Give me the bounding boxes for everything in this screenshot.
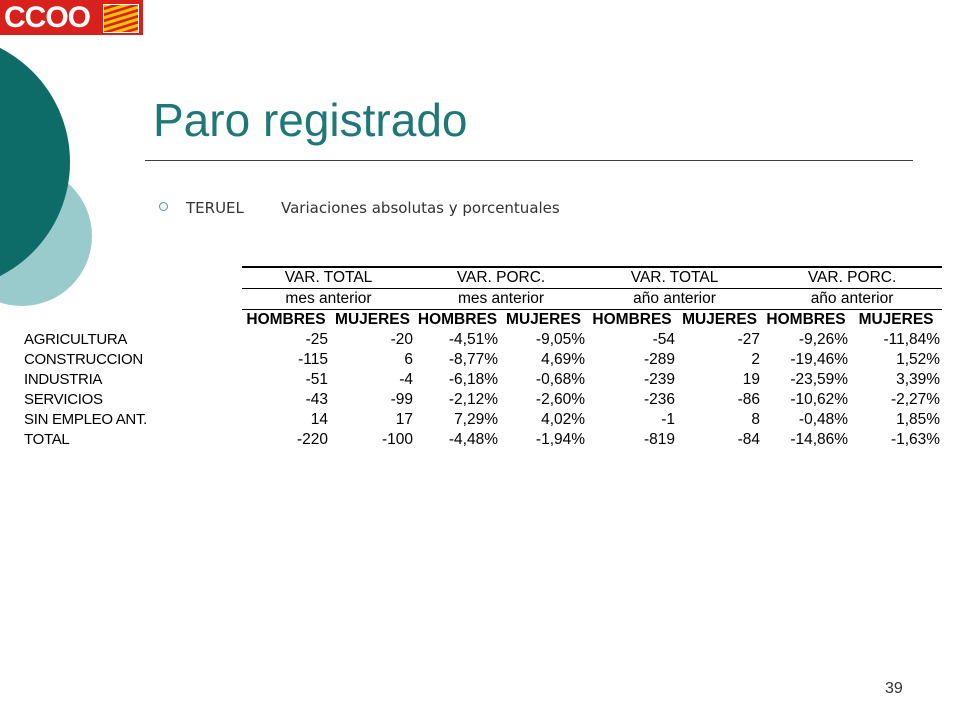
- table-body: [22, 330, 942, 450]
- table-cell: 14: [310, 411, 328, 428]
- period-header: año anterior: [587, 289, 762, 310]
- period-header: mes anterior: [242, 289, 415, 310]
- table-cell: -1,63%: [890, 431, 941, 448]
- empty-header-cell: [22, 310, 242, 331]
- title-divider: [145, 160, 913, 161]
- table-cell: -0,48%: [798, 411, 849, 428]
- bullet-item: [159, 199, 560, 217]
- table-cell: -6,18%: [448, 371, 499, 388]
- column-header-row: [22, 310, 942, 331]
- table-cell: 4,02%: [541, 411, 586, 428]
- table-cell: 1,85%: [896, 411, 941, 428]
- empty-header-cell: [22, 289, 242, 310]
- table-cell: -9,05%: [535, 331, 586, 348]
- table-cell: -100: [381, 431, 414, 448]
- table-cell: -9,26%: [798, 331, 849, 348]
- row-label: AGRICULTURA: [24, 331, 128, 348]
- ccoo-logo: [0, 0, 143, 35]
- aragon-flag-icon: [103, 4, 139, 33]
- table-cell: 3,39%: [896, 371, 941, 388]
- table-cell: -239: [644, 371, 676, 388]
- table-row: [22, 330, 942, 350]
- table-cell: 1,52%: [896, 351, 941, 368]
- row-label: SIN EMPLEO ANT.: [24, 411, 148, 428]
- bullet-circle-icon: [159, 202, 168, 211]
- table-cell: -19,46%: [790, 351, 849, 368]
- page-number: 39: [885, 680, 903, 697]
- column-header: MUJERES: [330, 310, 415, 331]
- table-cell: -43: [305, 391, 328, 408]
- table-cell: -115: [298, 351, 328, 368]
- table-cell: -25: [305, 331, 328, 348]
- table-cell: -84: [737, 431, 761, 448]
- table-cell: -2,12%: [448, 391, 499, 408]
- group-header: VAR. PORC.: [415, 267, 587, 289]
- period-header: año anterior: [762, 289, 942, 310]
- table-cell: -4: [399, 371, 414, 388]
- table-cell: -4,51%: [448, 331, 499, 348]
- table-cell: -11,84%: [883, 331, 941, 348]
- row-label: SERVICIOS: [24, 391, 103, 408]
- table-cell: 19: [742, 371, 761, 388]
- table-row: [22, 350, 942, 370]
- table-cell: 6: [404, 351, 414, 368]
- table-cell: -10,62%: [790, 391, 849, 408]
- table-cell: -819: [644, 431, 676, 448]
- group-header: VAR. TOTAL: [242, 267, 415, 289]
- table-row: [22, 410, 942, 430]
- period-header: mes anterior: [415, 289, 587, 310]
- table-cell: -1: [661, 411, 676, 428]
- empty-header-cell: [22, 267, 242, 289]
- region-label: TERUEL: [186, 199, 244, 217]
- column-header: HOMBRES: [587, 310, 677, 331]
- logo-text: CCOO: [4, 1, 90, 34]
- column-header: HOMBRES: [415, 310, 500, 331]
- table-cell: -2,27%: [890, 391, 941, 408]
- table-cell: -1,94%: [535, 431, 586, 448]
- column-header: MUJERES: [850, 310, 942, 331]
- column-header: MUJERES: [500, 310, 587, 331]
- bullet-text: Variaciones absolutas y porcentuales: [281, 199, 560, 217]
- table-cell: 17: [395, 411, 414, 428]
- table-cell: -20: [390, 331, 414, 348]
- table-cell: -99: [390, 391, 414, 408]
- table-cell: 2: [751, 351, 761, 368]
- table-row: [22, 430, 942, 450]
- column-header: HOMBRES: [242, 310, 330, 331]
- table-row: [22, 390, 942, 410]
- table-cell: 7,29%: [454, 411, 499, 428]
- table-cell: -4,48%: [448, 431, 499, 448]
- table-cell: 4,69%: [541, 351, 586, 368]
- row-label: INDUSTRIA: [24, 371, 103, 388]
- table-cell: -86: [737, 391, 761, 408]
- row-label: TOTAL: [24, 431, 70, 448]
- table-cell: -27: [737, 331, 761, 348]
- table-cell: -0,68%: [535, 371, 586, 388]
- table-cell: -289: [644, 351, 676, 368]
- unemployment-table: [22, 266, 942, 450]
- table-row: [22, 370, 942, 390]
- table-cell: -2,60%: [535, 391, 586, 408]
- table-cell: -8,77%: [448, 351, 499, 368]
- table-cell: -51: [305, 371, 328, 388]
- table-cell: -220: [296, 431, 328, 448]
- table-cell: -54: [652, 331, 676, 348]
- table-cell: -14,86%: [790, 431, 849, 448]
- table-cell: 8: [751, 411, 761, 428]
- group-header: VAR. PORC.: [762, 267, 942, 289]
- column-header: MUJERES: [677, 310, 762, 331]
- page-title: Paro registrado: [153, 94, 468, 146]
- period-header-row: [22, 289, 942, 310]
- table-cell: -23,59%: [790, 371, 849, 388]
- group-header-row: [22, 267, 942, 289]
- table-cell: -236: [644, 391, 676, 408]
- row-label: CONSTRUCCION: [24, 351, 143, 368]
- column-header: HOMBRES: [762, 310, 850, 331]
- group-header: VAR. TOTAL: [587, 267, 762, 289]
